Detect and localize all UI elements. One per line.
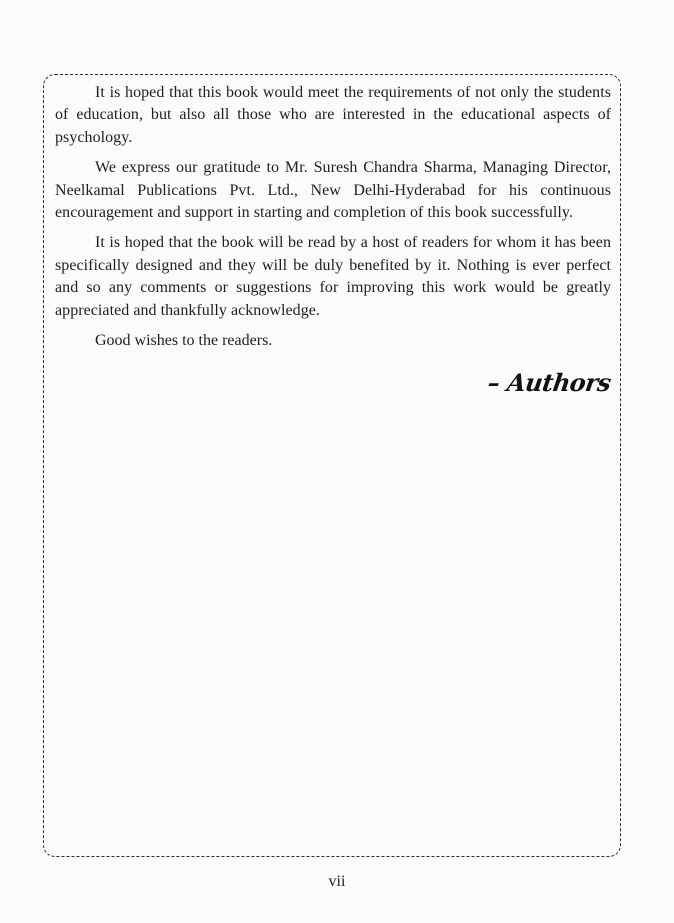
page-number: vii	[328, 873, 346, 890]
closing-line: Good wishes to the readers.	[95, 332, 273, 350]
authors-signature: – Authors	[486, 368, 614, 397]
paragraph-gratitude: We express our gratitude to Mr. Suresh Chandra Sharma, Managing Director, Neelkamal Publications Pvt. Ltd., New Delhi-Hyderabad for his continuous encouragement and support in starting and completion of this book successfully.	[55, 159, 611, 222]
paragraph-hope: It is hoped that this book would meet the requirements of not only the students of education, but also all those who are interested in the educational aspects of psychology.	[55, 84, 611, 146]
paragraph-readers: It is hoped that the book will be read by a host of readers for whom it has been specifically designed and they will be duly benefited by it. Nothing is ever perfect and so any comments or suggestions for improving this work would be greatly appreciated and thankfully acknowledge.	[55, 234, 611, 319]
preface-body	[55, 82, 611, 352]
